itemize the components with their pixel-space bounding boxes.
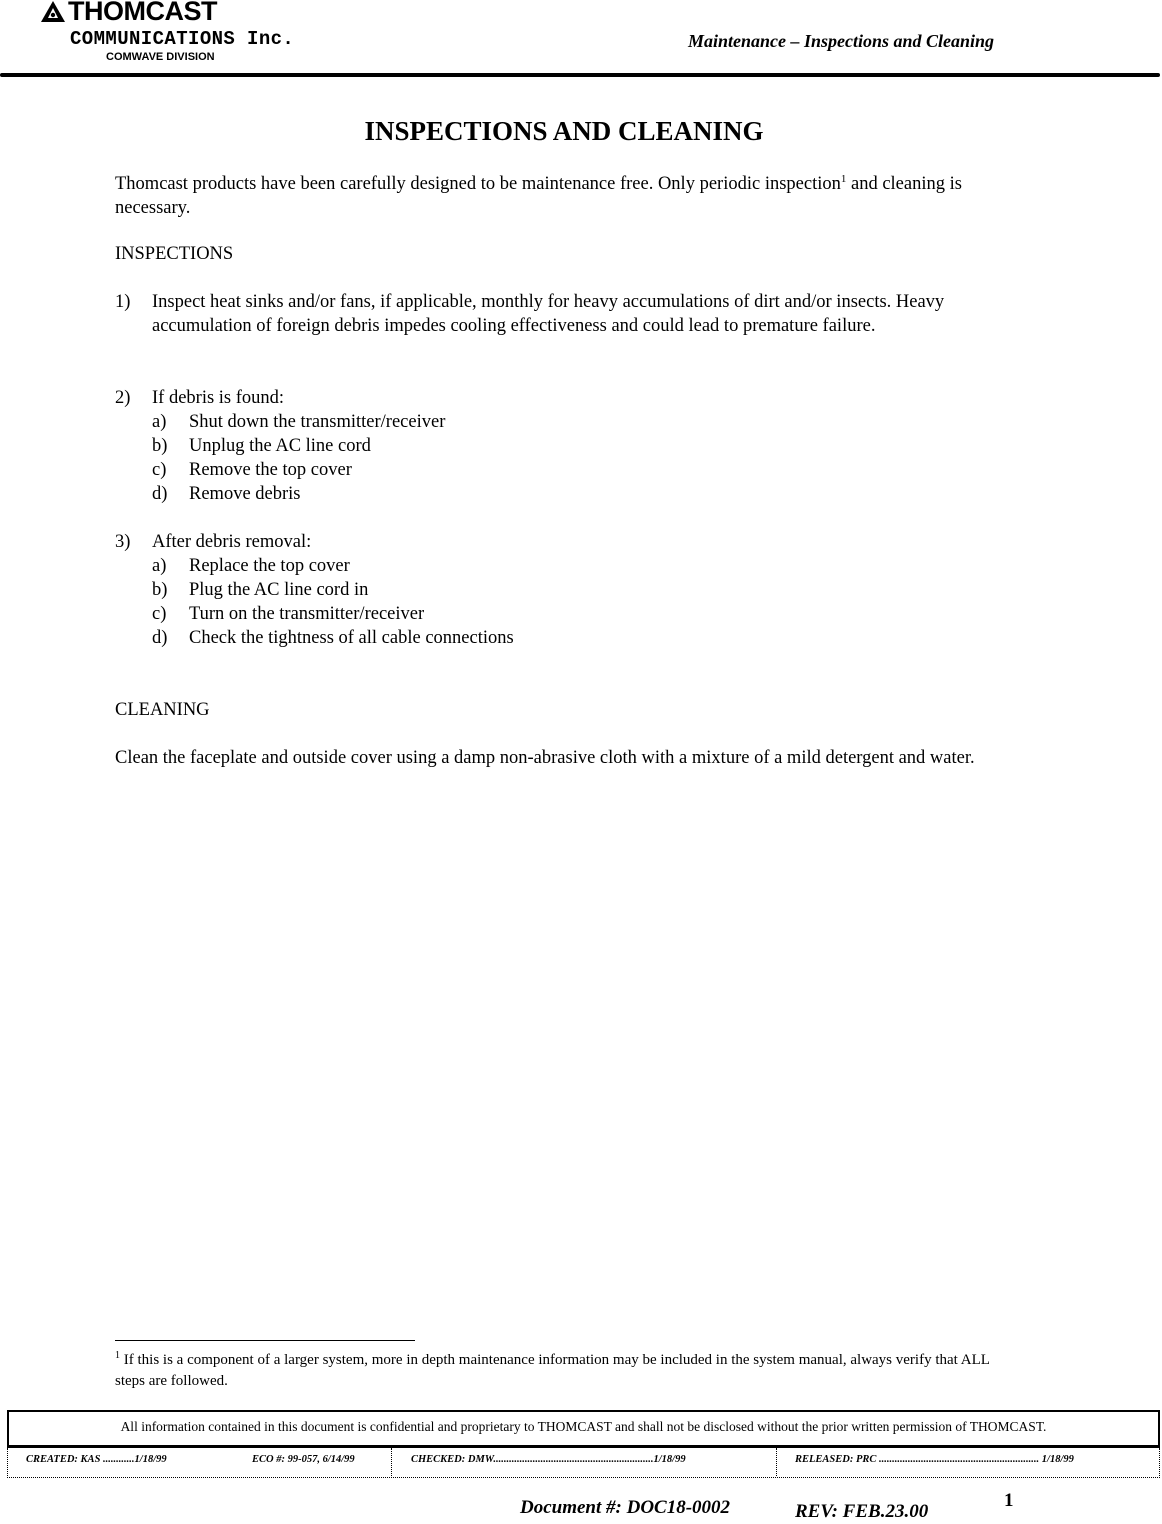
footnote-text: If this is a component of a larger system, more in depth maintenance information may be included in the system manual, always verify that ALL steps are followed. bbox=[115, 1352, 990, 1389]
intro-text: Thomcast products have been carefully designed to be maintenance free. Only periodic inspection bbox=[115, 174, 841, 194]
column-divider bbox=[391, 1448, 392, 1476]
company-division: COMWAVE DIVISION bbox=[106, 51, 215, 63]
header-divider bbox=[0, 73, 1160, 77]
checked-field: CHECKED: DMW.............................................................1/18/99 bbox=[411, 1454, 686, 1465]
item-text: If debris is found: bbox=[152, 388, 285, 408]
footnote bbox=[115, 1350, 1015, 1392]
column-divider bbox=[776, 1448, 777, 1476]
document-revision: REV: FEB.23.00 bbox=[795, 1501, 929, 1522]
eco-field: ECO #: 99-057, 6/14/99 bbox=[252, 1454, 355, 1465]
released-field: RELEASED: PRC ............................................................. 1/18/99 bbox=[795, 1454, 1074, 1465]
footnote-marker: 1 bbox=[115, 1350, 120, 1361]
inspection-item-2: 2) If debris is found: a) Shut down the transmitter/receiver b) Unplug the AC line cord c) Remove the top cover d) Remove debris bbox=[115, 386, 1015, 506]
cleaning-heading: CLEANING bbox=[115, 700, 210, 720]
header-section-title: Maintenance – Inspections and Cleaning bbox=[688, 31, 995, 51]
inspection-item-1 bbox=[115, 290, 1015, 362]
thomcast-logo-icon bbox=[40, 0, 66, 24]
revision-table bbox=[7, 1448, 1160, 1478]
item-number: 1) bbox=[115, 292, 131, 312]
page-number: 1 bbox=[1004, 1490, 1014, 1511]
document-number: Document #: DOC18-0002 bbox=[520, 1497, 731, 1518]
item-text: After debris removal: bbox=[152, 532, 312, 552]
inspection-item-3: 3) After debris removal: a) Replace the top cover b) Plug the AC line cord in c) Turn on the transmitter/receiver d) Check the tightness of all cable connections bbox=[115, 530, 1015, 650]
item-text: Inspect heat sinks and/or fans, if applicable, monthly for heavy accumulations of dirt and/or insects. Heavy accumulation of foreign debris impedes cooling effectiveness and could lead to premature failure. bbox=[152, 292, 945, 336]
company-name: THOMCAST bbox=[68, 0, 217, 26]
intro-text-continued: and cleaning is necessary. bbox=[115, 174, 962, 218]
footnote-reference[interactable]: 1 bbox=[840, 172, 847, 185]
created-field: CREATED: KAS ............1/18/99 bbox=[26, 1454, 167, 1465]
confidentiality-notice: All information contained in this document is confidential and proprietary to THOMCAST and shall not be disclosed without the prior written permission of THOMCAST. bbox=[7, 1410, 1160, 1448]
item-number: 3) bbox=[115, 532, 131, 552]
company-subtitle: COMMUNICATIONS Inc. bbox=[70, 28, 295, 50]
inspections-heading: INSPECTIONS bbox=[115, 244, 234, 264]
footnote-divider bbox=[115, 1340, 415, 1341]
cleaning-paragraph: Clean the faceplate and outside cover using a damp non-abrasive cloth with a mixture of a mild detergent and water. bbox=[115, 748, 975, 768]
intro-paragraph bbox=[115, 172, 1015, 220]
item-number: 2) bbox=[115, 388, 131, 408]
page-title: INSPECTIONS AND CLEANING bbox=[364, 116, 764, 146]
